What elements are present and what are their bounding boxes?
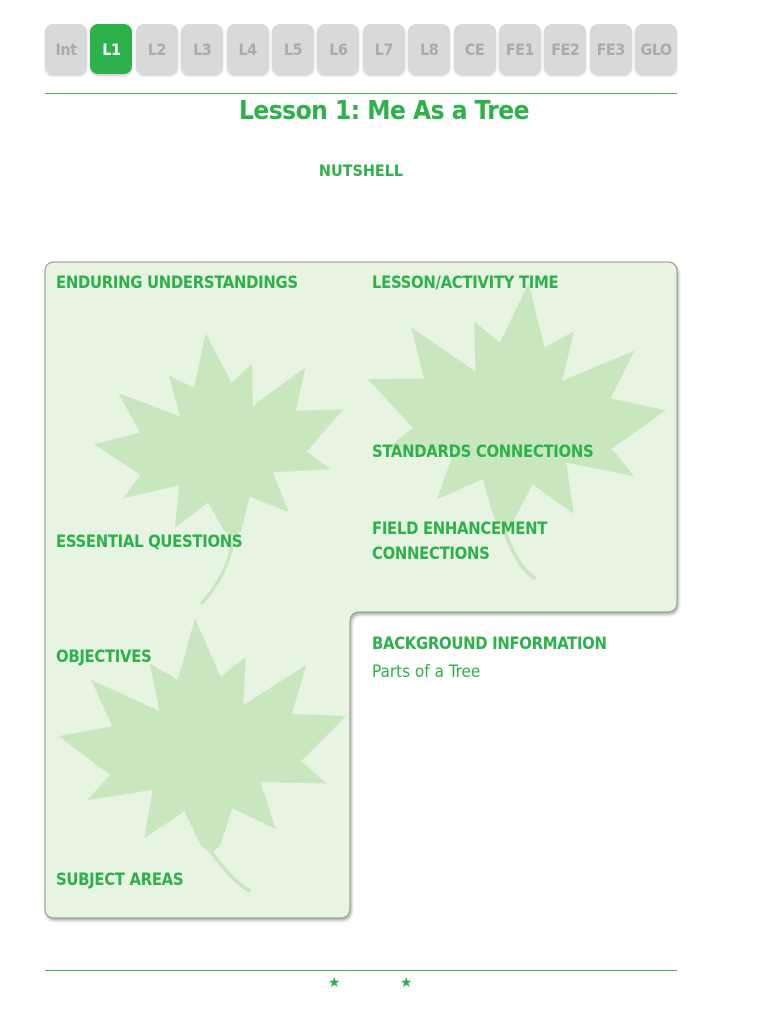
- tab-fe3[interactable]: FE3: [590, 24, 632, 74]
- tab-l4[interactable]: L4: [227, 24, 269, 74]
- heading-subject-areas: SUBJECT AREAS: [56, 870, 184, 889]
- page-title: Lesson 1: Me As a Tree: [238, 96, 530, 126]
- tab-l8[interactable]: L8: [408, 24, 450, 74]
- tab-l3[interactable]: L3: [181, 24, 223, 74]
- tab-l7[interactable]: L7: [363, 24, 405, 74]
- heading-field-enhancement-cont: CONNECTIONS: [372, 544, 490, 563]
- heading-field-enhancement: FIELD ENHANCEMENT: [372, 519, 548, 538]
- tab-l2[interactable]: L2: [136, 24, 178, 74]
- tab-fe2[interactable]: FE2: [544, 24, 586, 74]
- footer-divider: [45, 970, 677, 971]
- tab-l6[interactable]: L6: [317, 24, 359, 74]
- star-icon: ★: [328, 975, 341, 991]
- panel-background: [45, 262, 679, 922]
- tab-l1[interactable]: L1: [90, 24, 132, 74]
- heading-essential-questions: ESSENTIAL QUESTIONS: [56, 532, 243, 551]
- tab-int[interactable]: Int: [45, 24, 87, 74]
- heading-objectives: OBJECTIVES: [56, 647, 152, 666]
- heading-enduring-understandings: ENDURING UNDERSTANDINGS: [56, 273, 298, 292]
- page-subtitle: NUTSHELL: [318, 161, 404, 180]
- tab-fe1[interactable]: FE1: [499, 24, 541, 74]
- tab-ce[interactable]: CE: [454, 24, 496, 74]
- header-divider: [45, 93, 677, 94]
- tab-glo[interactable]: GLO: [635, 24, 677, 74]
- heading-background-information: BACKGROUND INFORMATION: [372, 634, 607, 653]
- lesson-tab-bar: [45, 24, 677, 74]
- heading-standards-connections: STANDARDS CONNECTIONS: [372, 442, 594, 461]
- star-icon: ★: [400, 975, 413, 991]
- link-parts-of-a-tree[interactable]: Parts of a Tree: [372, 662, 481, 682]
- lesson-overview-panel: [45, 262, 679, 922]
- heading-lesson-activity-time: LESSON/ACTIVITY TIME: [372, 273, 559, 292]
- tab-l5[interactable]: L5: [272, 24, 314, 74]
